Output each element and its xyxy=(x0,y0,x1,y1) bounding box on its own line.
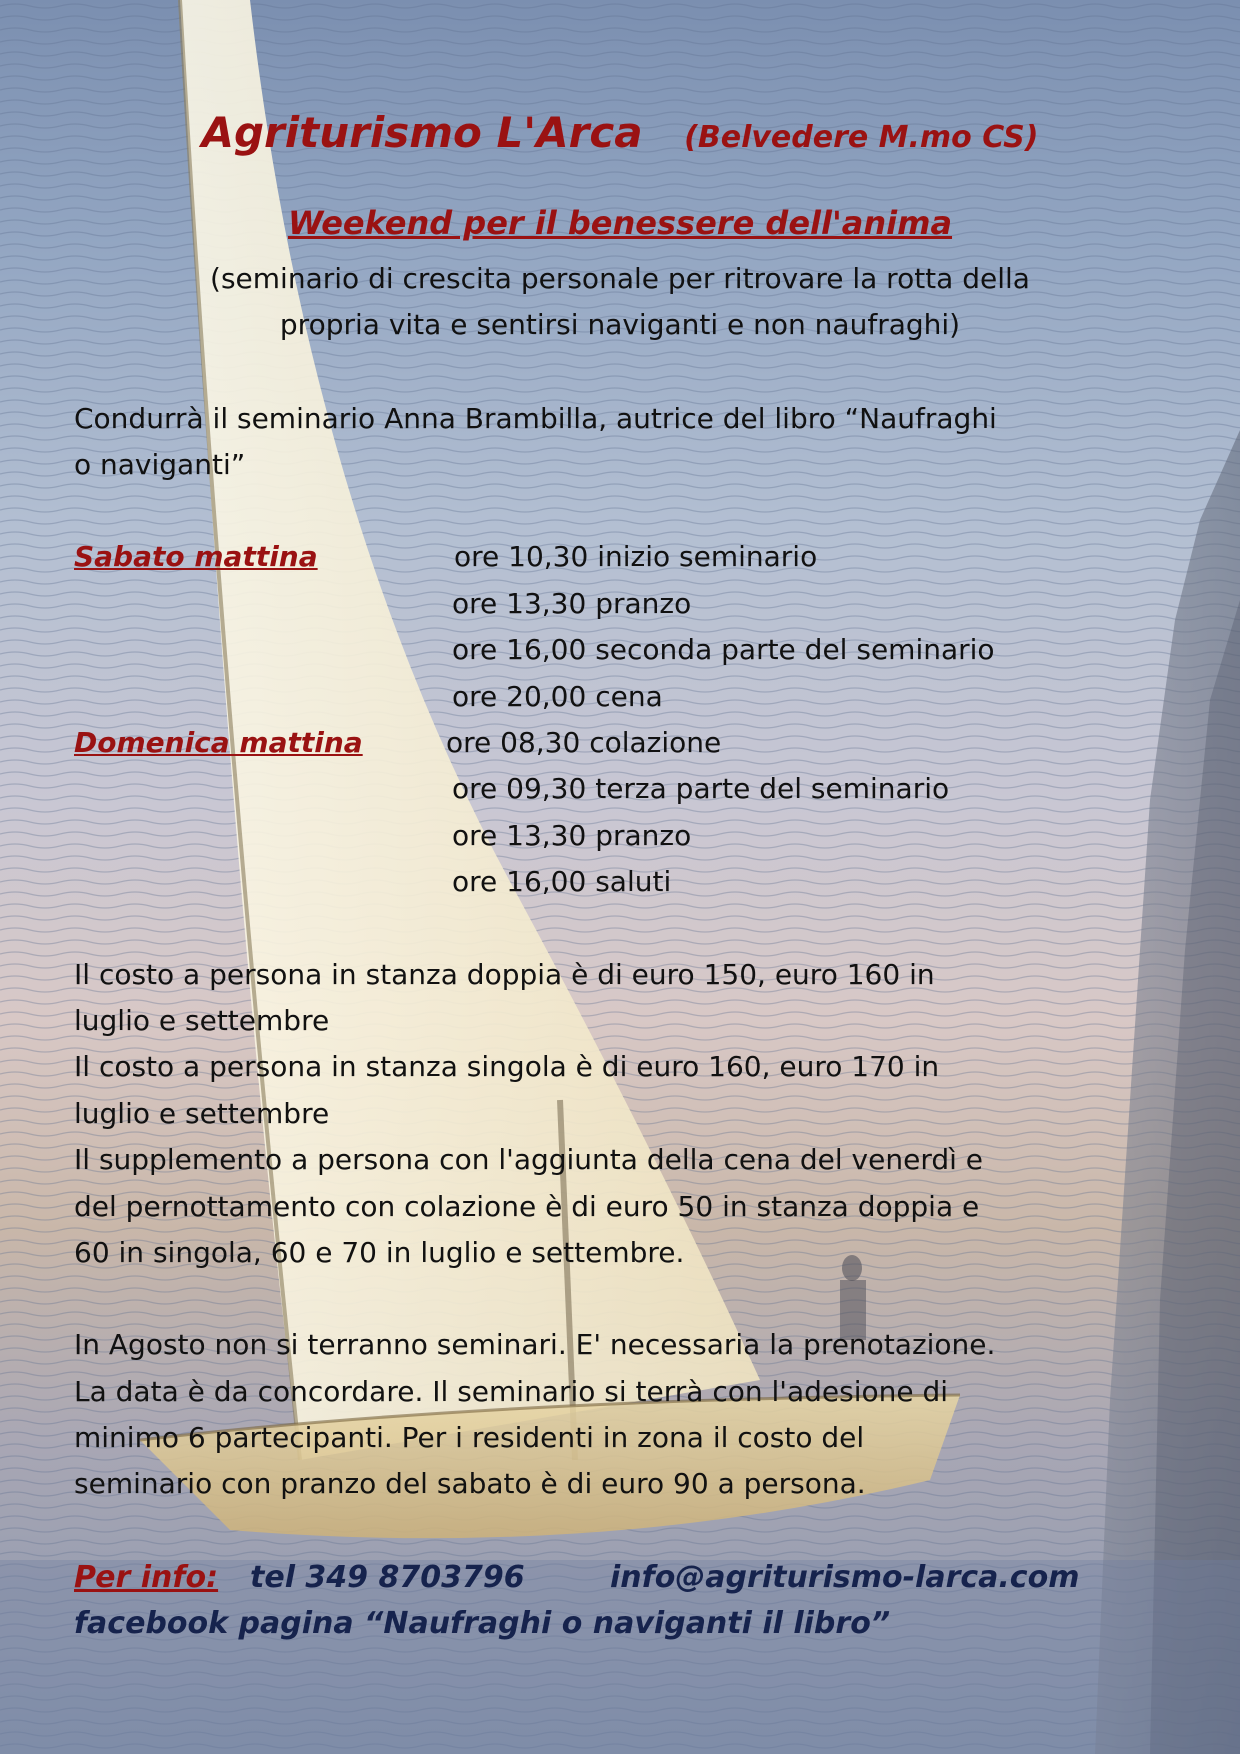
event-description xyxy=(0,256,1240,348)
cost-line: luglio e settembre xyxy=(74,1097,330,1130)
event-subtitle: Weekend per il benessere dell'anima xyxy=(287,204,953,242)
note-line: minimo 6 partecipanti. Per i residenti in zona il costo del xyxy=(74,1421,865,1454)
page-title: Agriturismo L'Arca xyxy=(201,108,643,157)
schedule-item: ore 13,30 pranzo xyxy=(452,587,692,620)
cost-line: Il supplemento a persona con l'aggiunta della cena del venerdì e xyxy=(74,1143,984,1176)
description-line: propria vita e sentirsi naviganti e non naufraghi) xyxy=(279,308,961,341)
schedule-item: ore 20,00 cena xyxy=(452,680,663,713)
cost-line: Il costo a persona in stanza doppia è di euro 150, euro 160 in xyxy=(74,958,935,991)
cost-line: del pernottamento con colazione è di euro 50 in stanza doppia e xyxy=(74,1190,980,1223)
cost-line: Il costo a persona in stanza singola è di euro 160, euro 170 in xyxy=(74,1050,940,1083)
note-line: In Agosto non si terranno seminari. E' necessaria la prenotazione. xyxy=(74,1328,996,1361)
location-label: (Belvedere M.mo CS) xyxy=(684,120,1039,155)
contact-label: Per info: xyxy=(74,1560,219,1595)
schedule-item: ore 16,00 saluti xyxy=(452,865,672,898)
note-line: seminario con pranzo del sabato è di euro 90 a persona. xyxy=(74,1467,866,1500)
schedule-item: ore 08,30 colazione xyxy=(446,726,722,759)
saturday-label: Sabato mattina xyxy=(74,540,318,573)
contact-phone: tel 349 8703796 xyxy=(250,1560,525,1595)
schedule-item: ore 13,30 pranzo xyxy=(452,819,692,852)
intro-line: Condurrà il seminario Anna Brambilla, autrice del libro “Naufraghi xyxy=(74,402,997,435)
description-line: (seminario di crescita personale per ritrovare la rotta della xyxy=(210,262,1030,295)
cost-line: 60 in singola, 60 e 70 in luglio e settembre. xyxy=(74,1236,685,1269)
schedule-item: ore 16,00 seconda parte del seminario xyxy=(452,633,995,666)
title-line xyxy=(0,108,1240,157)
contact-facebook: facebook pagina “Naufraghi o naviganti il libro” xyxy=(74,1606,891,1641)
contact-email: info@agriturismo-larca.com xyxy=(610,1560,1080,1595)
schedule-item: ore 10,30 inizio seminario xyxy=(454,540,818,573)
intro-line: o naviganti” xyxy=(74,448,246,481)
schedule-item: ore 09,30 terza parte del seminario xyxy=(452,772,950,805)
cost-line: luglio e settembre xyxy=(74,1004,330,1037)
note-line: La data è da concordare. Il seminario si terrà con l'adesione di xyxy=(74,1375,949,1408)
sunday-label: Domenica mattina xyxy=(74,726,363,759)
